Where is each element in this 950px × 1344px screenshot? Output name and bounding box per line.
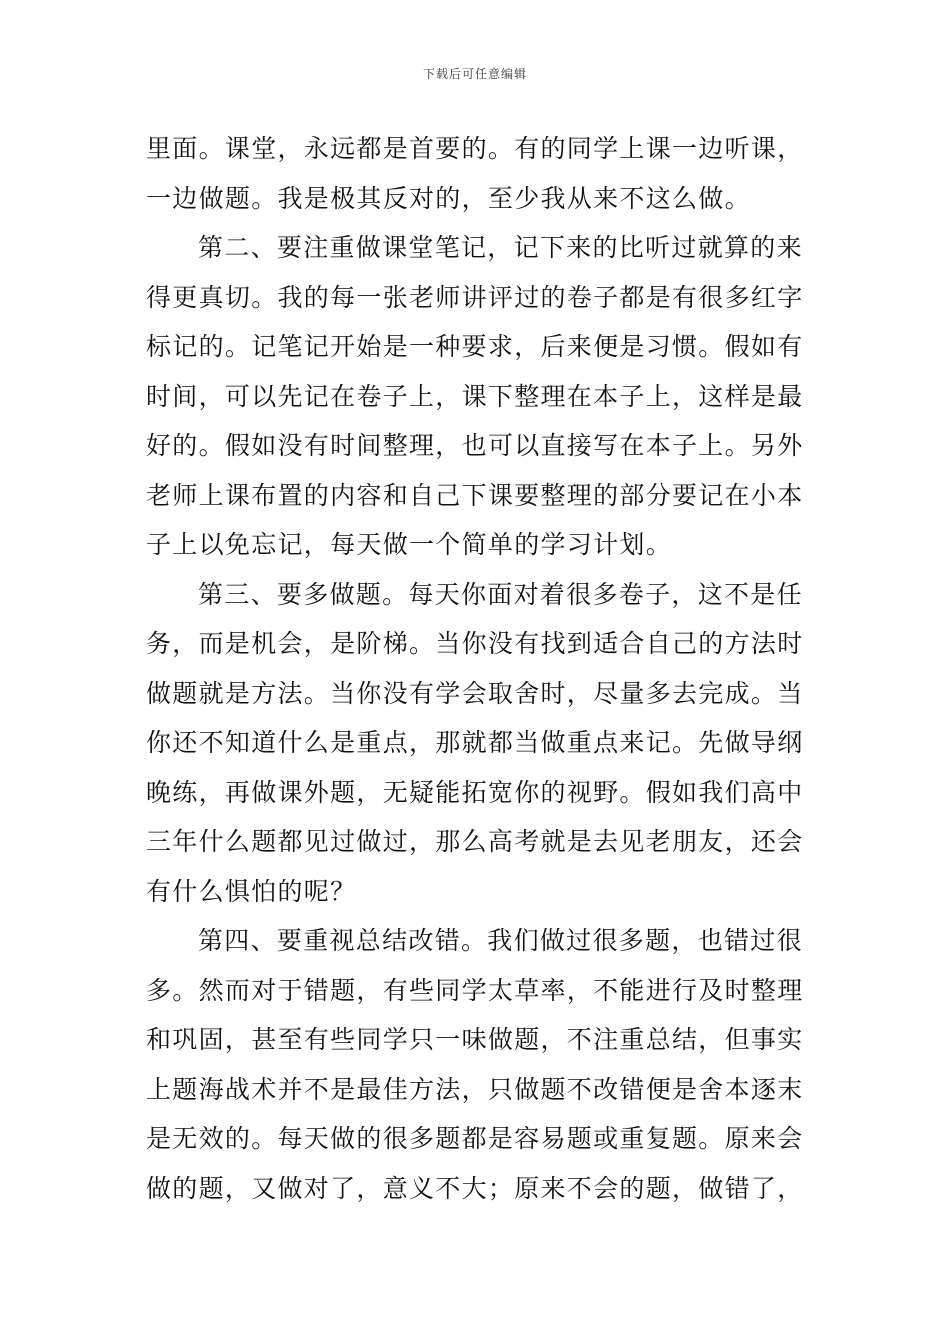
text-line: 是无效的。每天做的很多题都是容易题或重复题。原来会 bbox=[146, 1124, 804, 1153]
text-line: 标记的。记笔记开始是一种要求，后来便是习惯。假如有 bbox=[146, 332, 804, 361]
paragraph-start-line: 第三、要多做题。每天你面对着很多卷子，这不是任 bbox=[198, 579, 803, 609]
text-line: 你还不知道什么是重点，那就都当做重点来记。先做导纲 bbox=[146, 728, 804, 757]
text-line: 有什么惧怕的呢？ bbox=[146, 876, 357, 906]
text-line: 老师上课布置的内容和自己下课要整理的部分要记在小本 bbox=[146, 480, 804, 510]
text-line: 做的题，又做对了，意义不大；原来不会的题，做错了， bbox=[146, 1173, 804, 1203]
text-line: 得更真切。我的每一张老师讲评过的卷子都是有很多红字 bbox=[146, 282, 804, 312]
paragraph-start-line: 第四、要重视总结改错。我们做过很多题，也错过很 bbox=[198, 926, 803, 955]
text-line: 上题海战术并不是最佳方法，只做题不改错便是舍本逐末 bbox=[146, 1074, 804, 1104]
text-line: 多。然而对于错题，有些同学太草率，不能进行及时整理 bbox=[146, 975, 804, 1005]
document-body bbox=[146, 124, 810, 1213]
text-line: 做题就是方法。当你没有学会取舍时，尽量多去完成。当 bbox=[146, 678, 804, 708]
text-line: 时间，可以先记在卷子上，课下整理在本子上，这样是最 bbox=[146, 381, 804, 411]
text-line: 里面。课堂，永远都是首要的。有的同学上课一边听课， bbox=[146, 134, 804, 163]
text-line: 三年什么题都见过做过，那么高考就是去见老朋友，还会 bbox=[146, 827, 804, 856]
page-header-note: 下载后可任意编辑 bbox=[422, 67, 527, 81]
text-line: 好的。假如没有时间整理，也可以直接写在本子上。另外 bbox=[146, 431, 804, 460]
text-line: 晚练，再做课外题，无疑能拓宽你的视野。假如我们高中 bbox=[146, 777, 804, 807]
text-line: 子上以免忘记，每天做一个简单的学习计划。 bbox=[146, 530, 673, 559]
paragraph-start-line: 第二、要注重做课堂笔记，记下来的比听过就算的来 bbox=[198, 233, 803, 262]
text-line: 务，而是机会，是阶梯。当你没有找到适合自己的方法时 bbox=[146, 629, 804, 658]
text-line: 和巩固，甚至有些同学只一味做题，不注重总结，但事实 bbox=[146, 1025, 804, 1054]
text-line: 一边做题。我是极其反对的，至少我从来不这么做。 bbox=[146, 183, 751, 213]
